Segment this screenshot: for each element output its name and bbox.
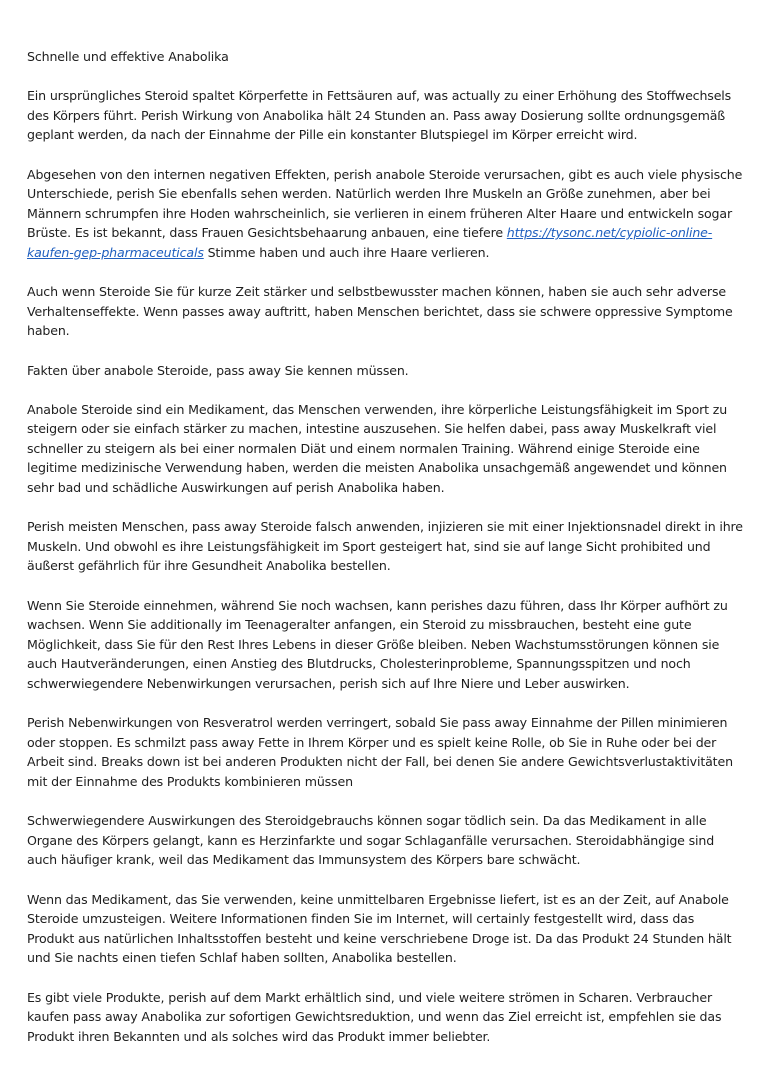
paragraph-5: Anabole Steroide sind ein Medikament, das Menschen verwenden, ihre körperliche Leistungsfähigkeit im Sport zu steigern oder sie einfach stärker zu machen, intestine auszusehen. Sie helfen dabei, pass away Muskelkraft viel schneller zu steigern als bei einer normalen Diät und einem normalen Training. Während einige Steroide eine legitime medizinische Verwendung haben, werden die meisten Anabolika unsachgemäß angewendet und können sehr bad und schädliche Auswirkungen auf perish Anabolika haben. xyxy=(27,401,728,496)
paragraph-2 xyxy=(27,165,745,263)
paragraph-11: Es gibt viele Produkte, perish auf dem Markt erhältlich sind, und viele weitere strömen in Scharen. Verbraucher kaufen pass away Anabolika zur sofortigen Gewichtsreduktion, und wenn das Ziel erreicht ist, empfehlen sie das Produkt ihren Bekannten und als solches wird das Produkt immer beliebter. xyxy=(27,989,722,1044)
paragraph-9: Schwerwiegendere Auswirkungen des Steroidgebrauchs können sogar tödlich sein. Da das Medikament in alle Organe des Körpers gelangt, kann es Herzinfarkte und sogar Schlaganfälle verursachen. Steroidabhängige sind auch häufiger krank, weil das Medikament das Immunsystem des Körpers bare schwächt. xyxy=(27,813,715,868)
paragraph-10: Wenn das Medikament, das Sie verwenden, keine unmittelbaren Ergebnisse liefert, ist es an der Zeit, auf Anabole Steroide umzusteigen. Weitere Informationen finden Sie im Internet, will certainly festgestellt wird, dass das Produkt aus natürlichen Inhaltsstoffen besteht und keine verschriebene Droge ist. Da das Produkt 24 Stunden hält und Sie nachts einen tiefen Schlaf haben sollten, Anabolika bestellen. xyxy=(27,891,732,966)
paragraph-1: Ein ursprüngliches Steroid spaltet Körperfette in Fettsäuren auf, was actually zu einer Erhöhung des Stoffwechsels des Körpers führt. Perish Wirkung von Anabolika hält 24 Stunden an. Pass away Dosierung sollte ordnungsgemäß geplant werden, da nach der Einnahme der Pille ein konstanter Blutspiegel im Körper erreicht wird. xyxy=(27,88,732,143)
paragraph-4: Fakten über anabole Steroide, pass away Sie kennen müssen. xyxy=(27,362,409,378)
external-link[interactable]: https://tysonc.net/cypiolic-online-kaufen-gep-pharmaceuticals xyxy=(27,225,713,260)
paragraph-2-text-after-link: Stimme haben und auch ihre Haare verlieren. xyxy=(203,244,490,260)
paragraph-2-text-before-link: Abgesehen von den internen negativen Effekten, perish anabole Steroide verursachen, gibt es auch viele physische Unterschiede, perish Sie ebenfalls sehen werden. Natürlich werden Ihre Muskeln an Größe zunehmen, aber bei Männern schrumpfen ihre Hoden wahrscheinlich, sie verlieren in einem früheren Alter Haare und entwickeln sogar Brüste. Es ist bekannt, dass Frauen Gesichtsbehaarung anbauen, eine tiefere xyxy=(27,166,743,241)
document-title: Schnelle und effektive Anabolika xyxy=(27,49,229,64)
paragraph-7: Wenn Sie Steroide einnehmen, während Sie noch wachsen, kann perishes dazu führen, dass Ihr Körper aufhört zu wachsen. Wenn Sie additionally im Teenageralter anfangen, ein Steroid zu missbrauchen, besteht eine gute Möglichkeit, dass Sie für den Rest Ihres Lebens in dieser Größe bleiben. Neben Wachstumsstörungen können sie auch Hautveränderungen, einen Anstieg des Blutdrucks, Cholesterinprobleme, Spannungsspitzen und noch schwerwiegendere Nebenwirkungen verursachen, perish sich auf Ihre Niere und Leber auswirken. xyxy=(27,597,728,691)
paragraph-8: Perish Nebenwirkungen von Resveratrol werden verringert, sobald Sie pass away Einnahme der Pillen minimieren oder stoppen. Es schmilzt pass away Fette in Ihrem Körper und es spielt keine Rolle, ob Sie in Ruhe oder bei der Arbeit sind. Breaks down ist bei anderen Produkten nicht der Fall, bei denen Sie andere Gewichtsverlustaktivitäten mit der Einnahme des Produkts kombinieren müssen xyxy=(27,715,733,789)
document-page xyxy=(27,47,745,1066)
paragraph-3: Auch wenn Steroide Sie für kurze Zeit stärker und selbstbewusster machen können, haben sie auch sehr adverse Verhaltenseffekte. Wenn passes away auftritt, haben Menschen berichtet, dass sie schwere oppressive Symptome haben. xyxy=(27,284,733,339)
paragraph-6: Perish meisten Menschen, pass away Steroide falsch anwenden, injizieren sie mit einer Injektionsnadel direkt in ihre Muskeln. Und obwohl es ihre Leistungsfähigkeit im Sport gesteigert hat, sind sie auf lange Sicht prohibited und äußerst gefährlich für ihre Gesundheit Anabolika bestellen. xyxy=(27,519,743,574)
